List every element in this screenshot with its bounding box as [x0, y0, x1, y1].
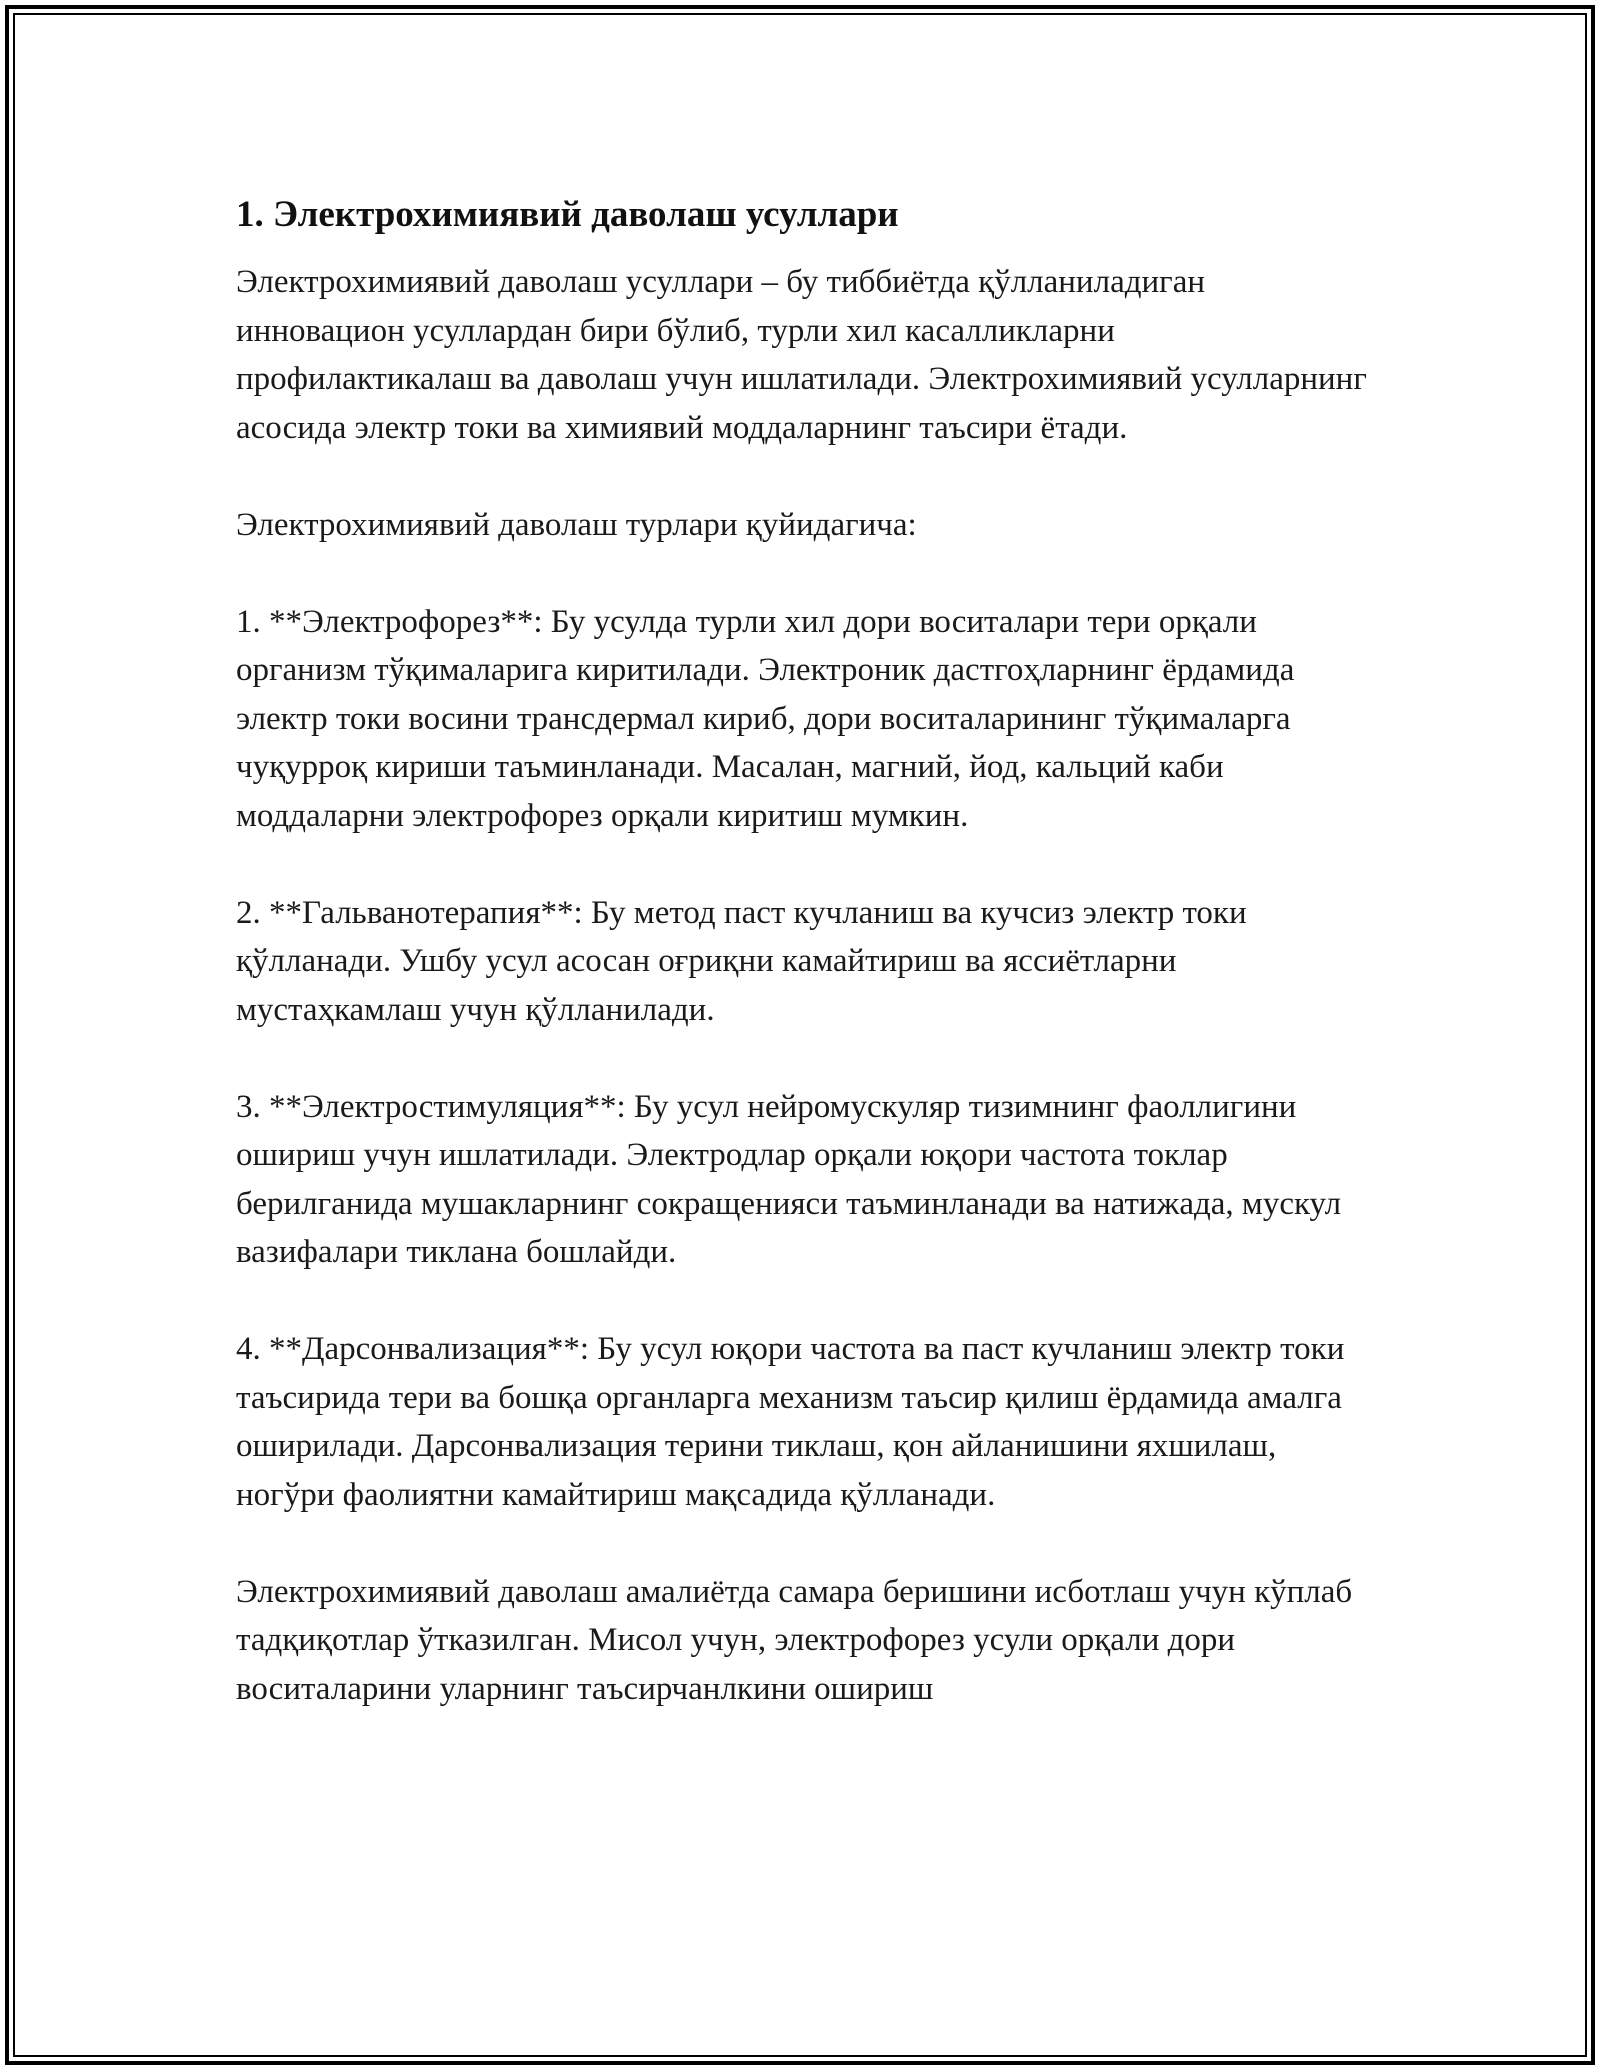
- paragraph-conclusion: Электрохимиявий даволаш амалиётда самара беришини исботлаш учун кўплаб тадқиқотлар ўтказилган. Мисол учун, электрофорез усули орқали дори воситаларини уларнинг таъсирчанлкини ошириш: [236, 1573, 1353, 1707]
- list-item-electrostimulation: 3. **Электростимуляция**: Бу усул нейромускуляр тизимнинг фаоллигини ошириш учун ишлатилади. Электродлар орқали юқори частота токлар берилганида мушакларнинг сокращенияси таъминланади ва натижада, мускул вазифалари тиклана бошлайди.: [236, 1088, 1342, 1270]
- document-body: [236, 186, 1376, 1762]
- paragraph-types-heading: Электрохимиявий даволаш турлари қуйидагича:: [236, 506, 917, 543]
- document-title: 1. Электрохимиявий даволаш усуллари: [236, 194, 899, 235]
- paragraph-intro: Электрохимиявий даволаш усуллари – бу тиббиётда қўлланиладиган инновацион усуллардан бири бўлиб, турли хил касалликларни профилактикалаш ва даволаш учун ишлатилади. Электрохимиявий усулларнинг асосида электр токи ва химиявий моддаларнинг таъсири ётади.: [236, 264, 1367, 446]
- list-item-electrophoresis: 1. **Электрофорез**: Бу усулда турли хил дори воситалари тери орқали организм тўқималарига киритилади. Электроник дастгоҳларнинг ёрдамида электр токи восини трансдермал кириб, дори воситаларининг тўқималарга чуқурроқ кириши таъминланади. Масалан, магний, йод, кальций каби моддаларни электрофорез орқали киритиш мумкин.: [236, 603, 1295, 834]
- list-item-galvanotherapy: 2. **Гальванотерапия**: Бу метод паст кучланиш ва кучсиз электр токи қўлланади. Ушбу усул асосан оғриқни камайтириш ва яссиётларни мустаҳкамлаш учун қўлланилади.: [236, 894, 1247, 1028]
- list-item-darsonvalization: 4. **Дарсонвализация**: Бу усул юқори частота ва паст кучланиш электр токи таъсирида тери ва бошқа органларга механизм таъсир қилиш ёрдамида амалга оширилади. Дарсонвализация терини тиклаш, қон айланишини яхшилаш, ногўри фаолиятни камайтириш мақсадида қўлланади.: [236, 1331, 1345, 1513]
